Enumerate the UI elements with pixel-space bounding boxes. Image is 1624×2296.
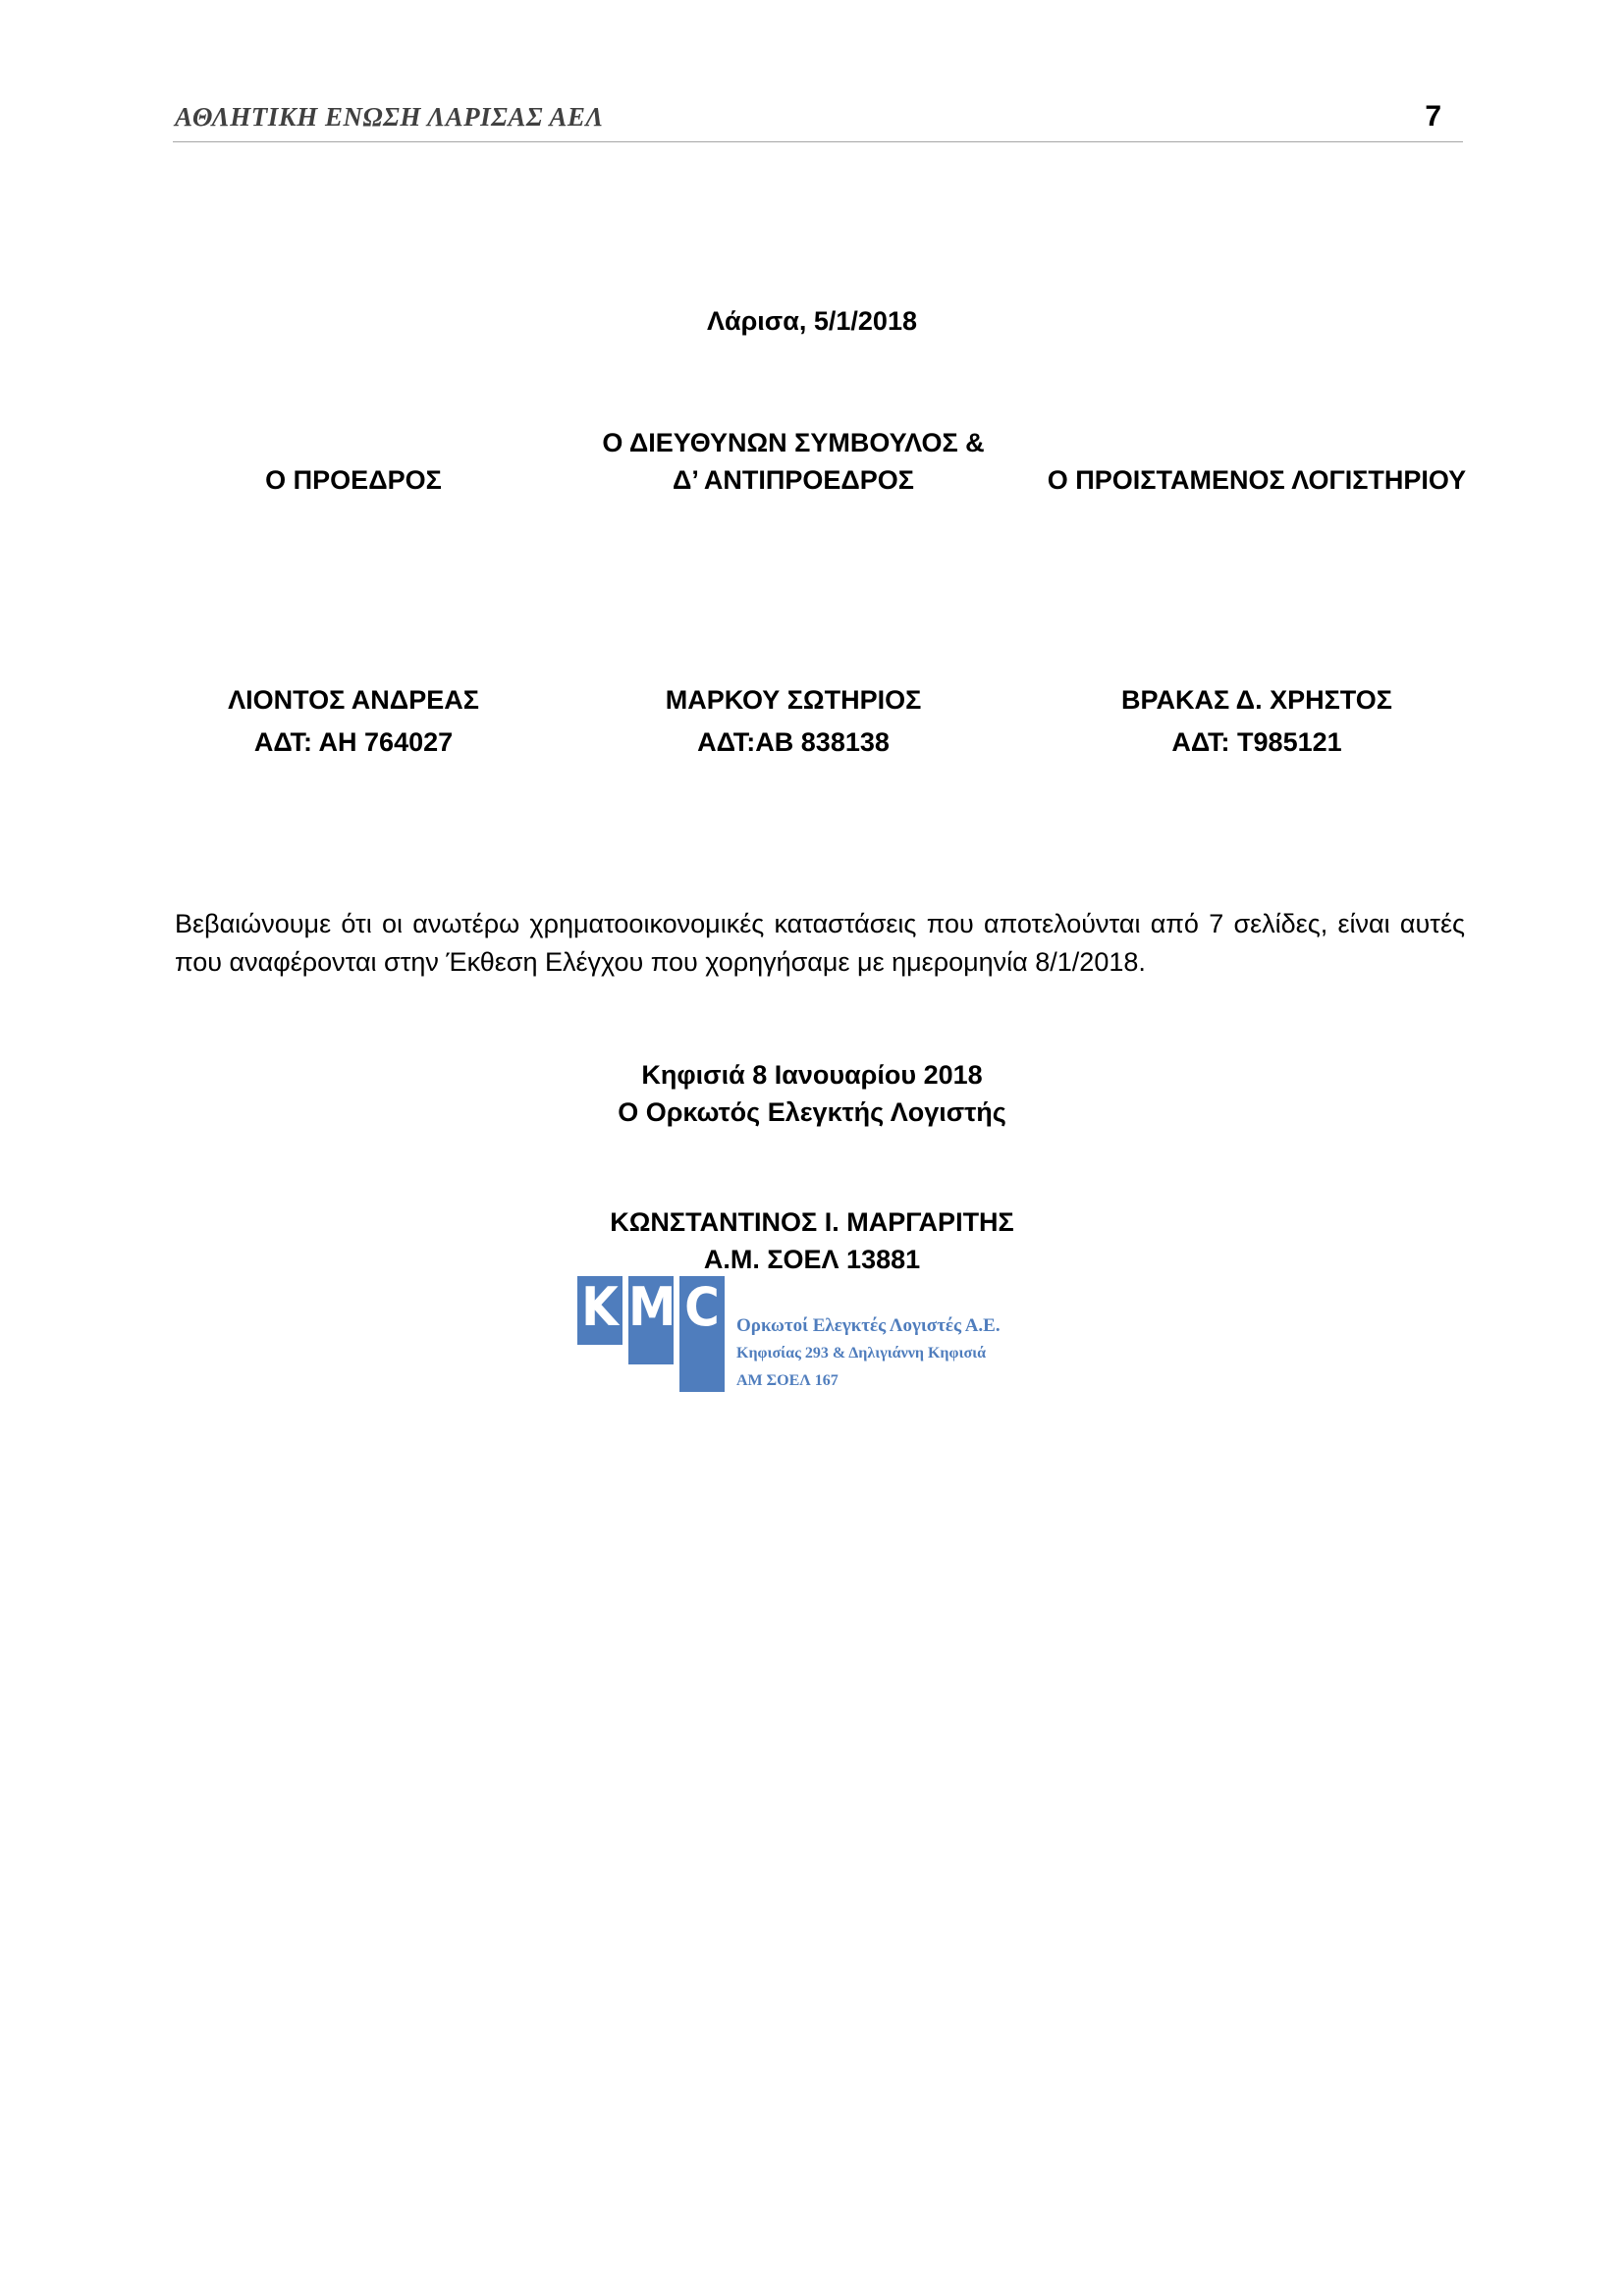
signatory-president <box>118 424 589 499</box>
signatory-accountant <box>1021 424 1492 499</box>
role-title: Δ’ ΑΝΤΙΠΡΟΕΔΡΟΣ <box>672 465 915 495</box>
signatory-name: ΜΑΡΚΟΥ ΣΩΤΗΡΙΟΣ <box>665 685 922 715</box>
logo-letter-m: M <box>628 1276 674 1364</box>
page-header <box>173 98 1463 142</box>
signatory-ceo-name-block <box>558 679 1029 764</box>
logo-letter-k: K <box>577 1276 623 1345</box>
signatory-accountant-name-block <box>1021 679 1492 764</box>
place-date: Λάρισα, 5/1/2018 <box>707 306 917 336</box>
role-line1 <box>118 424 589 461</box>
auditor-title: Ο Ορκωτός Ελεγκτής Λογιστής <box>618 1097 1006 1127</box>
auditor-registration: Α.Μ. ΣΟΕΛ 13881 <box>703 1245 921 1274</box>
role-line1: Ο ΔΙΕΥΘΥΝΩΝ ΣΥΜΒΟΥΛΟΣ & <box>602 428 985 457</box>
signatory-president-name-block <box>118 679 589 764</box>
auditor-name-block <box>0 1203 1624 1278</box>
signatory-id: ΑΔΤ:ΑΒ 838138 <box>697 727 890 757</box>
auditor-place-date: Κηφισιά 8 Ιανουαρίου 2018 <box>641 1060 983 1090</box>
logo-letter-c: C <box>679 1276 725 1392</box>
signatory-id: ΑΔΤ: ΑΗ 764027 <box>253 727 454 757</box>
logo-registration: ΑΜ ΣΟΕΛ 167 <box>736 1372 839 1389</box>
role-line1 <box>1021 424 1492 461</box>
certification-paragraph: Βεβαιώνουμε ότι οι ανωτέρω χρηματοοικονομικές καταστάσεις που αποτελούνται από 7 σελίδες, είναι αυτές που αναφέρονται στην Έκθεση Ελέγχου που χορηγήσαμε με ημερομηνία 8/1/2018. <box>175 909 1465 977</box>
header-title: ΑΘΛΗΤΙΚΗ ΕΝΩΣΗ ΛΑΡΙΣΑΣ ΑΕΛ <box>175 102 604 132</box>
signatory-name: ΒΡΑΚΑΣ Δ. ΧΡΗΣΤΟΣ <box>1120 685 1393 715</box>
auditor-block <box>0 1056 1624 1131</box>
auditor-name: ΚΩΝΣΤΑΝΤΙΝΟΣ Ι. ΜΑΡΓΑΡΙΤΗΣ <box>610 1207 1014 1237</box>
kmc-logo <box>577 1276 1068 1404</box>
role-title: Ο ΠΡΟΙΣΤΑΜΕΝΟΣ ΛΟΓΙΣΤΗΡΙΟΥ <box>1047 465 1467 495</box>
logo-address: Κηφισίας 293 & Δηλιγιάννη Κηφισιά <box>736 1345 987 1362</box>
logo-company-name: Ορκωτοί Ελεγκτές Λογιστές Α.Ε. <box>736 1315 1001 1336</box>
signatory-ceo <box>558 424 1029 499</box>
page-number: 7 <box>1425 100 1441 133</box>
signatory-name: ΛΙΟΝΤΟΣ ΑΝΔΡΕΑΣ <box>228 685 479 715</box>
signatory-id: ΑΔΤ: Τ985121 <box>1171 727 1342 757</box>
role-title: Ο ΠΡΟΕΔΡΟΣ <box>265 465 442 495</box>
